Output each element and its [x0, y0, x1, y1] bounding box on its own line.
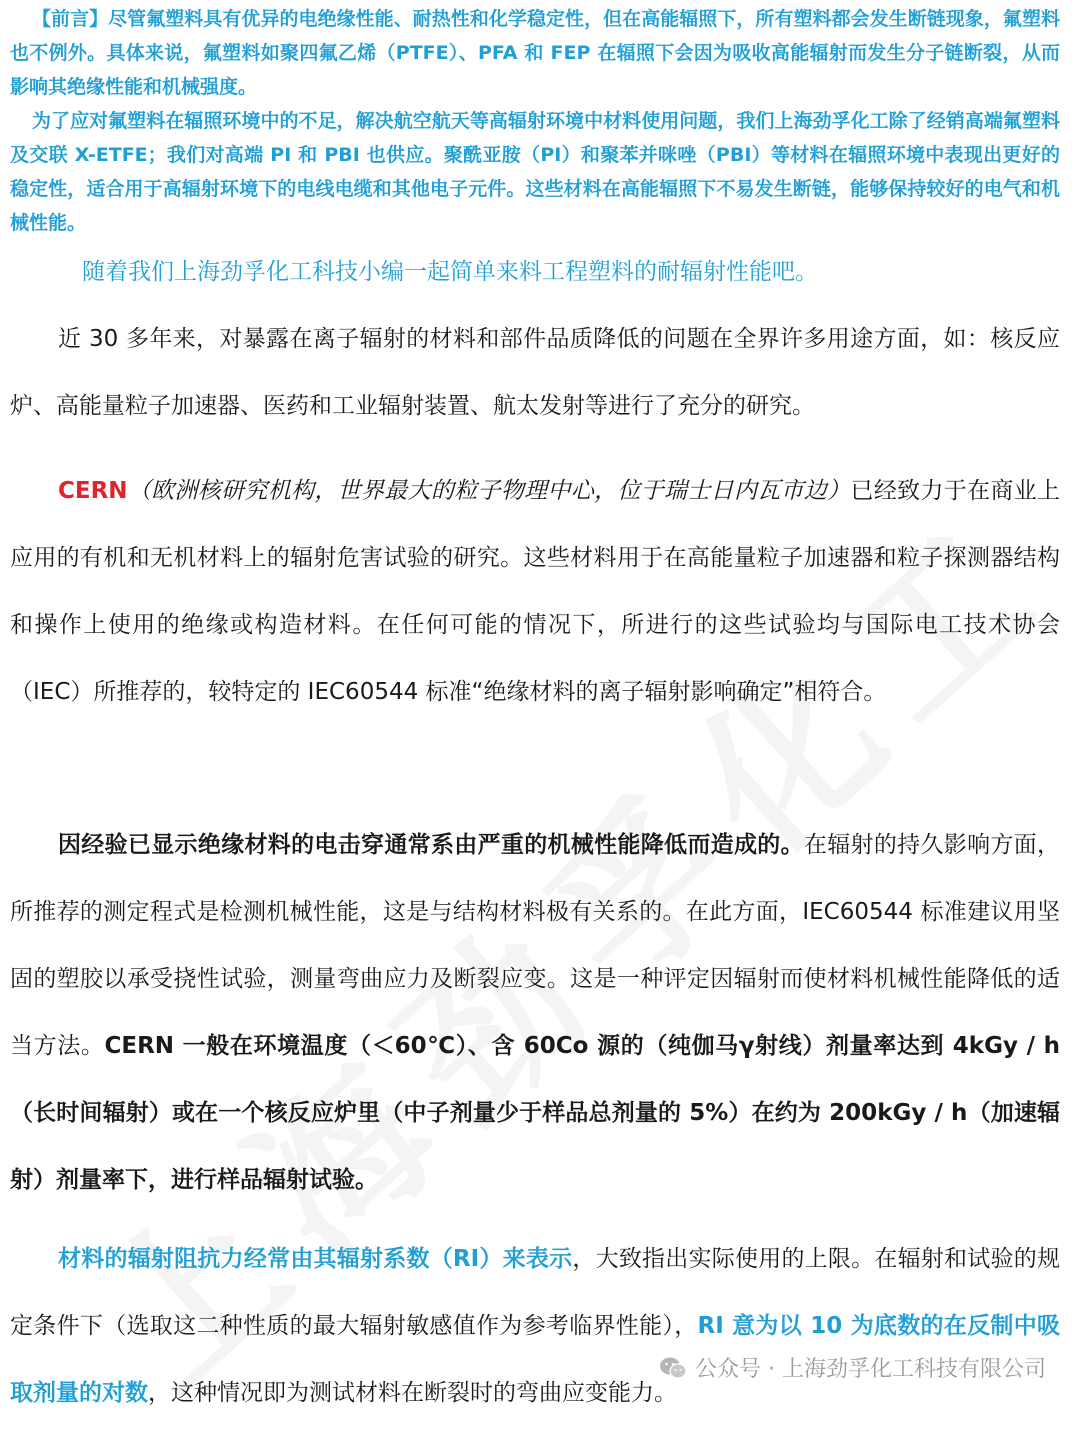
intro-paragraph-2: 为了应对氟塑料在辐照环境中的不足，解决航空航天等高辐射环境中材料使用问题，我们上海劲孚化工除了经销高端氟塑料及交联 X-ETFE；我们对高端 PI 和 PBI 也供应。聚酰亚胺（PI）和聚苯并咪唑（PBI）等材料在辐照环境中表现出更好的稳定性，适合用于高辐射环境下的电线电缆和其他电子元件。这些材料在高能辐照下不易发生断链，能够保持较好的电气和机械性能。: [10, 110, 1060, 234]
mechanical-body: 在辐射的持久影响方面，所推荐的测定程式是检测机械性能，这是与结构材料极有关系的。在此方面，IEC60544 标准建议用坚固的塑胶以承受挠性试验，测量弯曲应力及断裂应变。这是一种评定因辐射而使材料机械性能降低的适当方法。: [10, 832, 1061, 1059]
ri-body-1: ，大致指出实际使用的上限。在辐射和试验的规定条件下（选取这二种性质的最大辐射敏感值作为参考临界性能），: [10, 1246, 1060, 1339]
paragraph-research-history: 近 30 多年来，对暴露在离子辐射的材料和部件品质降低的问题在全界许多用途方面，如：核反应炉、高能量粒子加速器、医药和工业辐射装置、航太发射等进行了充分的研究。: [10, 326, 1060, 419]
mechanical-lead: 因经验已显示绝缘材料的电击穿通常系由严重的机械性能降低而造成的。: [58, 832, 804, 858]
ri-formula: RI 意为以 10 为底数的在反制中吸取剂量的对数: [10, 1313, 1061, 1406]
ri-body-2: ，这种情况即为测试材料在断裂时的弯曲应变能力。: [148, 1380, 677, 1406]
intro-paragraph-1: 【前言】尽管氟塑料具有优异的电绝缘性能、耐热性和化学稳定性，但在高能辐照下，所有塑料都会发生断链现象，氟塑料也不例外。具体来说，氟塑料如聚四氟乙烯（PTFE）、PFA 和 FEP 在辐照下会因为吸收高能辐射而发生分子链断裂，从而影响其绝缘性能和机械强度。: [10, 8, 1060, 98]
paragraph-cern: [10, 458, 1060, 726]
cern-test-conditions: CERN 一般在环境温度（＜60℃）、含 60Co 源的（纯伽马γ射线）剂量率达到 4kGy / h（长时间辐射）或在一个核反应炉里（中子剂量少于样品总剂量的 5%）在约为 200kGy / h（加速辐射）剂量率下，进行样品辐射试验。: [10, 1033, 1060, 1193]
cern-description: （欧洲核研究机构，世界最大的粒子物理中心，位于瑞士日内瓦市边）: [127, 478, 851, 504]
cern-label: CERN: [58, 478, 128, 504]
paragraph-ri: [10, 1226, 1060, 1427]
lead-sentence: 随着我们上海劲孚化工科技小编一起简单来料工程塑料的耐辐射性能吧。: [82, 259, 818, 285]
wechat-icon: [659, 1356, 687, 1380]
paragraph-mechanical: [10, 812, 1060, 1214]
wechat-account-tag: [659, 1352, 1046, 1383]
ri-definition-lead: 材料的辐射阻抗力经常由其辐射系数（RI）来表示: [58, 1246, 573, 1272]
wechat-account-name: 公众号 · 上海劲孚化工科技有限公司: [695, 1357, 1046, 1382]
cern-body: 已经致力于在商业上应用的有机和无机材料上的辐射危害试验的研究。这些材料用于在高能量粒子加速器和粒子探测器结构和操作上使用的绝缘或构造材料。在任何可能的情况下，所进行的这些试验均与国际电工技术协会（IEC）所推荐的，较特定的 IEC60544 标准“绝缘材料的离子辐射影响确定”相符合。: [10, 478, 1061, 705]
